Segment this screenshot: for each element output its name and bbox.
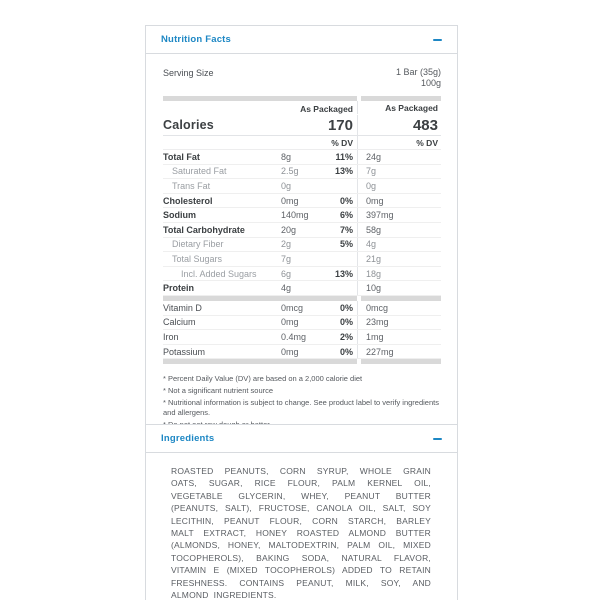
nutrient-daily-value: 5% [339, 239, 353, 250]
nutrient-label: Total Sugars [172, 253, 223, 264]
nutrient-daily-value: 13% [334, 268, 353, 279]
collapse-minus-icon[interactable] [433, 39, 442, 41]
footnote: * Percent Daily Value (DV) are based on a 2,000 calorie diet [163, 374, 363, 384]
nutrient-label: Total Fat [163, 151, 200, 162]
nutrient-label: Incl. Added Sugars [181, 268, 257, 279]
nutrient-daily-value: 11% [335, 151, 353, 162]
nutrient-label: Potassium [163, 346, 206, 357]
nutrient-amount-100g: 23mg [366, 317, 389, 328]
footnote: * Nutritional information is subject to change. See product label to verify ingredients and allergens. [163, 398, 439, 417]
dv-header-col2: % DV [416, 137, 438, 148]
nutrition-rows [163, 150, 441, 364]
nutrient-amount-100g: 1mg [366, 331, 384, 342]
nutrient-daily-value: 6% [339, 210, 353, 221]
nutrient-amount-packaged-bar: 6g [281, 268, 292, 279]
ingredients-text: ROASTED PEANUTS, CORN SYRUP, WHOLE GRAIN OATS, SUGAR, RICE FLOUR, PALM KERNEL OIL, VEGETABLE GLYCERIN, WHEY, PEANUT BUTTER (PEANUTS, SALT), FRUCTOSE, CANOLA OIL, SALT, SOY LECITHIN, PEANUT FLOUR, CORN STARCH, BARLEY MALT EXTRACT, HONEY ROASTED ALMOND BUTTER (ALMONDS, HONEY, MALTODEXTRIN, PALM OIL, MIXED TOCOPHEROLS), BAKING SODA, NATURAL FLAVOR, VITAMIN E (MIXED TOCOPHEROLS) ADDED TO RETAIN FRESHNESS. CONTAINS PEANUT, MILK, SOY, AND ALMOND INGREDIENTS. [171, 466, 431, 600]
nutrition-facts-panel [145, 25, 458, 447]
nutrition-facts-header[interactable] [146, 26, 457, 54]
nutrient-amount-100g: 0mcg [366, 302, 389, 313]
nutrient-amount-100g: 0mg [366, 195, 384, 206]
column-headers-row [163, 101, 441, 115]
col2-header: As Packaged [385, 102, 438, 113]
nutrient-label: Trans Fat [172, 180, 211, 191]
nutrient-row [163, 267, 441, 282]
nutrition-facts-title: Nutrition Facts [161, 34, 232, 45]
collapse-minus-icon[interactable] [433, 438, 442, 440]
nutrient-daily-value: 2% [339, 331, 353, 342]
nutrient-daily-value: 0% [339, 302, 353, 313]
nutrient-label: Saturated Fat [172, 166, 227, 177]
nutrient-amount-packaged-bar: 0g [281, 180, 292, 191]
nutrient-row [163, 252, 441, 267]
nutrient-daily-value: 0% [339, 317, 353, 328]
nutrient-label: Protein [163, 283, 195, 294]
nutrient-amount-packaged-bar: 0mg [281, 317, 299, 328]
nutrient-row [163, 330, 441, 345]
nutrient-row [163, 179, 441, 194]
nutrient-amount-100g: 4g [366, 239, 377, 250]
ingredients-panel [145, 424, 458, 600]
nutrient-label: Iron [163, 331, 179, 342]
nutrient-amount-packaged-bar: 0mcg [281, 302, 304, 313]
nutrient-row [163, 301, 441, 316]
nutrient-amount-packaged-bar: 140mg [281, 210, 309, 221]
nutrient-row [163, 150, 441, 165]
nutrition-facts-body [146, 54, 457, 446]
nutrient-amount-100g: 24g [366, 151, 382, 162]
nutrient-label: Dietary Fiber [172, 239, 224, 250]
nutrient-row [163, 223, 441, 238]
nutrient-amount-packaged-bar: 0.4mg [281, 331, 307, 342]
nutrient-amount-packaged-bar: 2.5g [281, 166, 299, 177]
nutrient-row [163, 165, 441, 180]
nutrient-amount-packaged-bar: 0mg [281, 195, 299, 206]
serving-size-row [163, 54, 441, 96]
serving-size-per-100g: 100g [420, 78, 441, 88]
nutrient-amount-packaged-bar: 20g [281, 224, 297, 235]
dv-header-col1: % DV [331, 137, 353, 148]
nutrient-row [163, 316, 441, 331]
ingredients-header[interactable] [146, 425, 457, 453]
nutrient-daily-value: 13% [334, 166, 353, 177]
nutrient-amount-100g: 7g [366, 166, 377, 177]
nutrient-row [163, 208, 441, 223]
calories-as-packaged-100g: 483 [412, 116, 438, 134]
nutrient-amount-100g: 18g [366, 268, 382, 279]
nutrient-amount-100g: 10g [366, 283, 382, 294]
nutrient-amount-packaged-bar: 8g [281, 151, 292, 162]
serving-size-per-bar: 1 Bar (35g) [395, 67, 441, 77]
footnotes [163, 374, 441, 429]
calories-label: Calories [163, 118, 214, 132]
nutrient-daily-value: 0% [339, 346, 353, 357]
nutrient-amount-packaged-bar: 4g [281, 283, 292, 294]
calories-row [163, 115, 441, 136]
nutrient-row [163, 281, 441, 296]
nutrient-daily-value: 7% [339, 224, 353, 235]
daily-value-header-row [163, 136, 441, 150]
nutrient-row [163, 194, 441, 209]
section-divider-bar [163, 359, 441, 364]
nutrient-amount-100g: 397mg [366, 210, 394, 221]
ingredients-title: Ingredients [161, 433, 215, 444]
ingredients-body [146, 453, 457, 600]
nutrient-amount-packaged-bar: 7g [281, 253, 292, 264]
nutrient-amount-100g: 0g [366, 180, 377, 191]
nutrient-label: Cholesterol [163, 195, 213, 206]
nutrient-amount-packaged-bar: 0mg [281, 346, 299, 357]
calories-as-packaged-bar: 170 [327, 116, 353, 134]
col1-header: As Packaged [300, 104, 353, 114]
footnote: * Not a significant nutrient source [163, 386, 274, 396]
nutrient-label: Vitamin D [163, 302, 202, 313]
serving-size-values [396, 67, 441, 89]
nutrient-row [163, 238, 441, 253]
nutrient-label: Calcium [163, 317, 196, 328]
nutrient-amount-packaged-bar: 2g [281, 239, 292, 250]
nutrient-row [163, 345, 441, 360]
nutrient-daily-value: 0% [339, 195, 353, 206]
nutrient-amount-100g: 58g [366, 224, 382, 235]
nutrient-label: Total Carbohydrate [163, 224, 245, 235]
nutrient-label: Sodium [163, 210, 196, 221]
nutrient-amount-100g: 21g [366, 253, 382, 264]
serving-size-label: Serving Size [163, 68, 214, 78]
nutrient-amount-100g: 227mg [366, 346, 394, 357]
